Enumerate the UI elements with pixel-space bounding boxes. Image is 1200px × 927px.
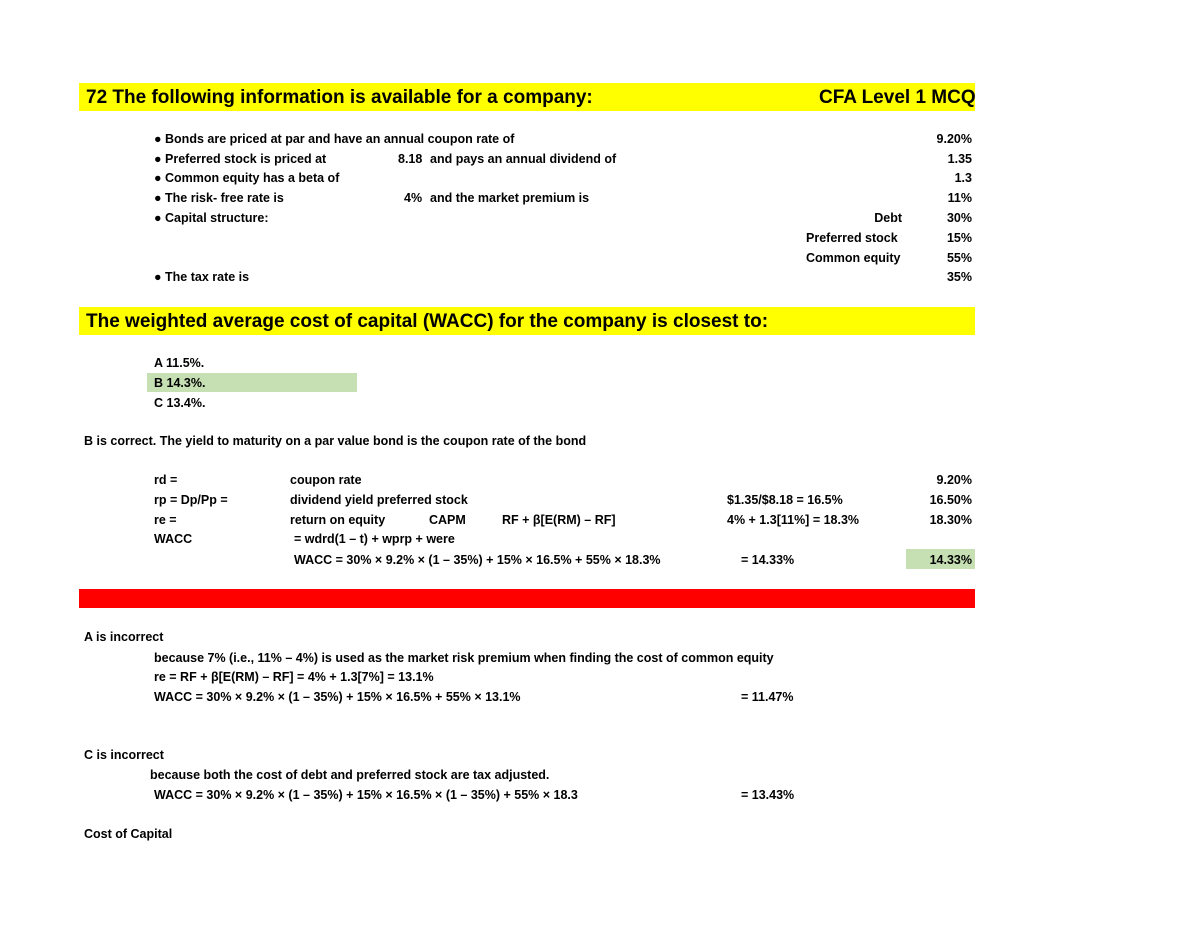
- incorrect-a-line1: because 7% (i.e., 11% – 4%) is used as the market risk premium when finding the cost of common equity: [154, 651, 774, 665]
- incorrect-c-line1: because both the cost of debt and preferred stock are tax adjusted.: [150, 768, 550, 782]
- incorrect-c-line2: WACC = 30% × 9.2% × (1 – 35%) + 15% × 16.5% × (1 – 35%) + 55% × 18.3: [154, 788, 578, 802]
- equity-value: 1.3: [954, 171, 972, 185]
- incorrect-a-line3: WACC = 30% × 9.2% × (1 – 35%) + 15% × 16.5% + 55% × 13.1%: [154, 690, 521, 704]
- capital-label: ● Capital structure:: [154, 211, 269, 225]
- rd-desc: coupon rate: [290, 473, 362, 487]
- capital-preferred-label: Preferred stock: [806, 231, 898, 245]
- tax-value: 35%: [946, 270, 972, 284]
- capital-equity-label: Common equity: [806, 251, 901, 265]
- riskfree-label: ● The risk- free rate is: [154, 191, 284, 205]
- re-capm: CAPM: [429, 513, 466, 527]
- incorrect-a-title: A is incorrect: [84, 630, 164, 644]
- bonds-value: 9.20%: [936, 132, 972, 146]
- re-label: re =: [154, 513, 177, 527]
- preferred-value: 1.35: [947, 152, 972, 166]
- riskfree-mid: and the market premium is: [430, 191, 590, 205]
- rp-calc: $1.35/$8.18 = 16.5%: [727, 493, 843, 507]
- wacc-formula: WACC = 30% × 9.2% × (1 – 35%) + 15% × 16.5% + 55% × 18.3%: [294, 553, 661, 567]
- capital-debt-label: Debt: [874, 211, 902, 225]
- preferred-mid: and pays an annual dividend of: [430, 152, 617, 166]
- topic-label: Cost of Capital: [84, 827, 173, 841]
- incorrect-c-title: C is incorrect: [84, 748, 164, 762]
- wacc-label: WACC: [154, 532, 193, 546]
- tax-label: ● The tax rate is: [154, 270, 250, 284]
- rp-desc: dividend yield preferred stock: [290, 493, 468, 507]
- rp-value: 16.50%: [929, 493, 972, 507]
- exam-tag: CFA Level 1 MCQ: [819, 87, 976, 108]
- riskfree-value: 11%: [947, 191, 972, 205]
- riskfree-rate: 4%: [404, 191, 423, 205]
- capital-preferred-value: 15%: [946, 231, 972, 245]
- question-title: 72 The following information is available for a company:: [86, 87, 593, 108]
- re-formula: RF + β[E(RM) – RF]: [502, 513, 616, 527]
- wacc-definition: = wdrd(1 – t) + wprp + were: [294, 532, 455, 546]
- incorrect-a-result: = 11.47%: [741, 690, 794, 704]
- re-value: 18.30%: [929, 513, 972, 527]
- option-c: C 13.4%.: [154, 396, 206, 410]
- preferred-label: ● Preferred stock is priced at: [154, 152, 327, 166]
- wacc-calc: = 14.33%: [741, 553, 795, 567]
- answer-explanation: B is correct. The yield to maturity on a par value bond is the coupon rate of the bond: [84, 434, 587, 448]
- separator-band: [79, 589, 975, 608]
- capital-equity-value: 55%: [946, 251, 972, 265]
- re-desc: return on equity: [290, 513, 386, 527]
- rd-value: 9.20%: [936, 473, 972, 487]
- question-text: The weighted average cost of capital (WACC) for the company is closest to:: [86, 311, 769, 332]
- rd-label: rd =: [154, 473, 178, 487]
- rp-label: rp = Dp/Pp =: [154, 493, 228, 507]
- capital-debt-value: 30%: [946, 211, 972, 225]
- equity-label: ● Common equity has a beta of: [154, 171, 340, 185]
- option-b: B 14.3%.: [154, 376, 206, 390]
- preferred-price: 8.18: [398, 152, 423, 166]
- bonds-label: ● Bonds are priced at par and have an annual coupon rate of: [154, 132, 515, 146]
- incorrect-a-line2: re = RF + β[E(RM) – RF] = 4% + 1.3[7%] = 13.1%: [154, 670, 434, 684]
- option-a: A 11.5%.: [154, 356, 205, 370]
- wacc-value: 14.33%: [929, 553, 972, 567]
- re-calc: 4% + 1.3[11%] = 18.3%: [727, 513, 860, 527]
- incorrect-c-result: = 13.43%: [741, 788, 795, 802]
